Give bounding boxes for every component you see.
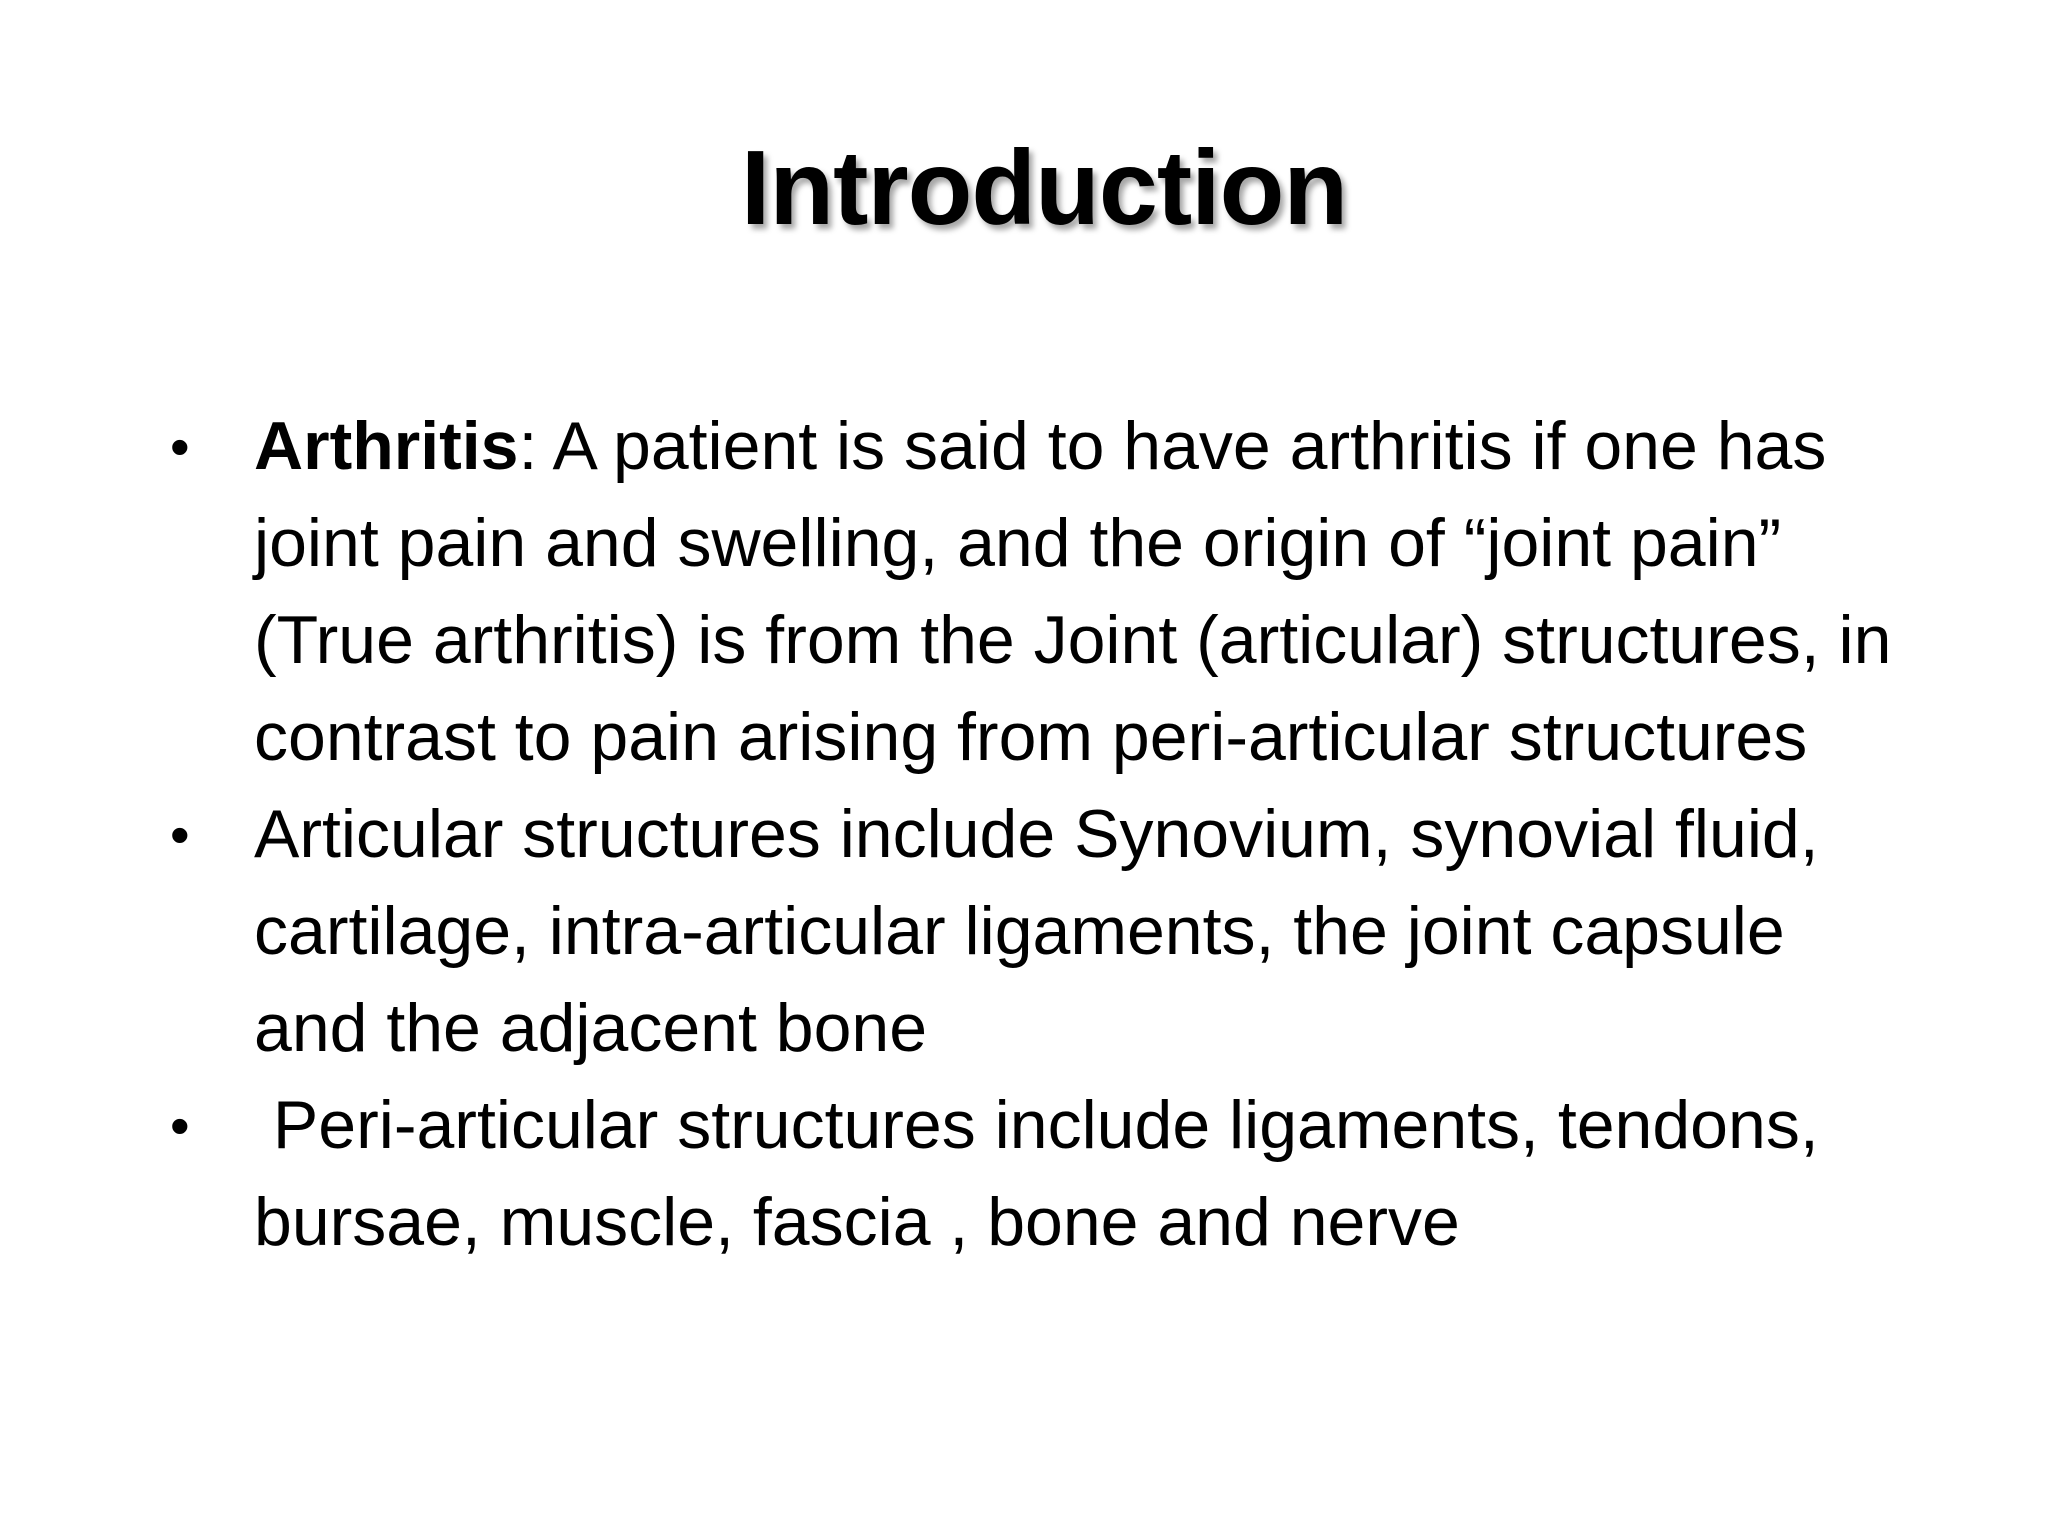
bullet-text: Articular structures include Synovium, synovial fluid, cartilage, intra-articular ligaments, the joint capsule and the adjacent bone [254, 796, 1819, 1066]
bullet-text: Peri-articular structures include ligaments, tendons, bursae, muscle, fascia , bone and nerve [254, 1087, 1838, 1260]
bullet-icon: • [170, 1094, 190, 1157]
bullet-term: Arthritis [254, 408, 519, 484]
bullet-body: : A patient is said to have arthritis if one has joint pain and swelling, and the origin of “joint pain” (True arthritis) is from the Joint (articular) structures, in contrast to pain arising from peri-articular structures [254, 408, 1892, 775]
bullet-text [254, 398, 1910, 786]
bullet-icon: • [170, 415, 190, 478]
bullet-item-articular-structures [170, 786, 1910, 1077]
slide-title: Introduction [740, 129, 1348, 247]
bullet-icon: • [170, 803, 190, 866]
bullet-item-arthritis [170, 398, 1910, 786]
bullet-item-periarticular-structures [170, 1077, 1910, 1271]
bullet-list [170, 398, 1910, 1271]
